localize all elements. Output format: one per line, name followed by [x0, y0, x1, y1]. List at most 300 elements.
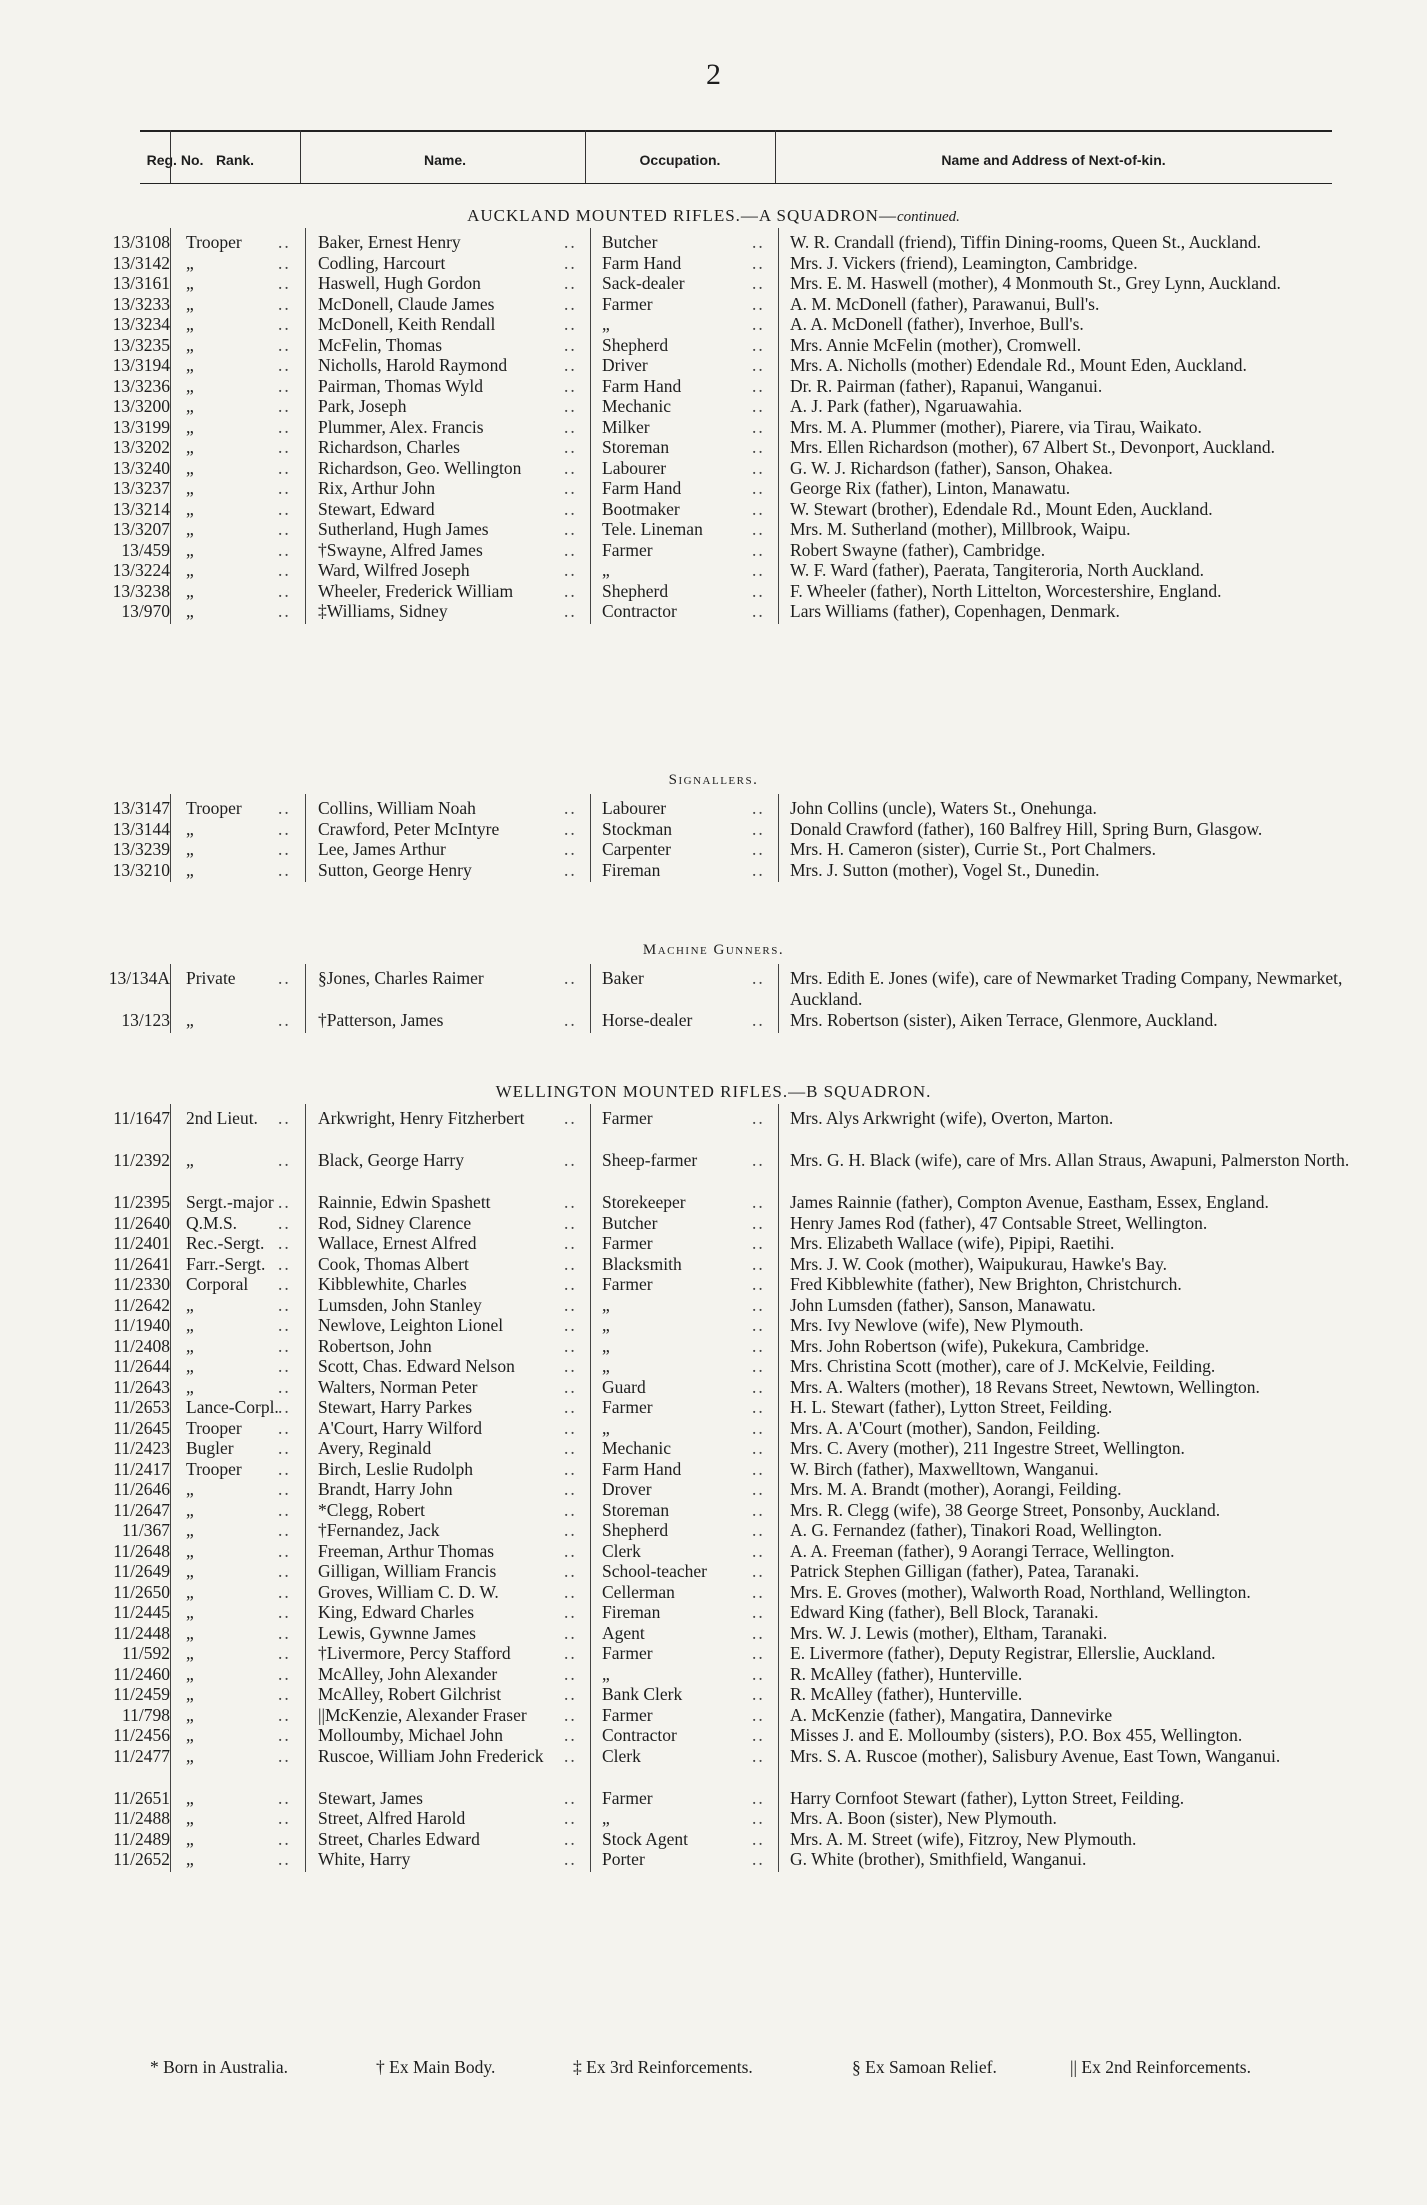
- leader-dots: ..: [564, 859, 577, 880]
- occupation-cell: Porter: [602, 1849, 645, 1869]
- leader-dots: ..: [752, 437, 765, 457]
- next-of-kin-cell: A. A. Freeman (father), 9 Aorangi Terrace, Wellington.: [790, 1540, 1175, 1561]
- name-cell: Robertson, John: [318, 1335, 432, 1356]
- leader-dots: ..: [278, 1704, 291, 1725]
- name-cell: Codling, Harcourt: [318, 252, 446, 273]
- reg-no-cell: 13/134A: [108, 968, 170, 988]
- reg-no-cell: 13/3239: [112, 839, 170, 859]
- leader-dots: ..: [752, 273, 765, 293]
- reg-no-cell: 11/2408: [113, 1335, 170, 1356]
- leader-dots: ..: [564, 539, 577, 560]
- leader-dots: ..: [278, 1253, 291, 1274]
- leader-dots: ..: [752, 601, 765, 621]
- next-of-kin-cell: James Rainnie (father), Compton Avenue, Eastham, Essex, England.: [790, 1192, 1269, 1212]
- leader-dots: ..: [752, 396, 765, 416]
- rank-cell: „: [186, 1561, 194, 1581]
- leader-dots: ..: [278, 1561, 291, 1581]
- occupation-cell: Farmer: [602, 293, 653, 314]
- leader-dots: ..: [564, 1808, 577, 1828]
- leader-dots: ..: [752, 1315, 765, 1335]
- rank-cell: „: [186, 1499, 194, 1520]
- leader-dots: ..: [752, 1643, 765, 1663]
- next-of-kin-cell: G. White (brother), Smithfield, Wanganui.: [790, 1849, 1087, 1869]
- next-of-kin-cell: Mrs. Ellen Richardson (mother), 67 Albert St., Devonport, Auckland.: [790, 437, 1276, 457]
- leader-dots: ..: [278, 478, 291, 498]
- name-cell: McDonell, Keith Rendall: [318, 314, 496, 334]
- section-title: [0, 206, 1427, 226]
- name-cell: Rod, Sidney Clarence: [318, 1212, 472, 1233]
- leader-dots: ..: [752, 1787, 765, 1808]
- leader-dots: ..: [752, 1010, 765, 1030]
- name-cell: McAlley, Robert Gilchrist: [318, 1684, 502, 1704]
- leader-dots: ..: [278, 232, 291, 252]
- rank-cell: Trooper: [186, 798, 242, 818]
- name-cell: †Swayne, Alfred James: [318, 539, 483, 560]
- next-of-kin-cell: Mrs. Alys Arkwright (wife), Overton, Marton.: [790, 1108, 1114, 1128]
- rank-cell: „: [186, 1010, 194, 1030]
- rank-cell: „: [186, 1479, 194, 1499]
- column-divider: [778, 794, 779, 882]
- rank-cell: Corporal: [186, 1274, 249, 1294]
- next-of-kin-cell: R. McAlley (father), Hunterville.: [790, 1663, 1023, 1684]
- header-bottom-rule: [140, 183, 1332, 184]
- next-of-kin-cell: A. G. Fernandez (father), Tinakori Road, Wellington.: [790, 1520, 1163, 1540]
- occupation-cell: Bootmaker: [602, 498, 680, 519]
- leader-dots: ..: [278, 396, 291, 416]
- leader-dots: ..: [278, 519, 291, 539]
- leader-dots: ..: [278, 580, 291, 601]
- leader-dots: ..: [564, 1458, 577, 1479]
- leader-dots: ..: [564, 1108, 577, 1128]
- rank-cell: „: [186, 1335, 194, 1356]
- leader-dots: ..: [278, 1684, 291, 1704]
- footnote: || Ex 2nd Reinforcements.: [1070, 2057, 1251, 2077]
- leader-dots: ..: [278, 1376, 291, 1397]
- rank-cell: Bugler: [186, 1438, 234, 1458]
- leader-dots: ..: [564, 1725, 577, 1745]
- leader-dots: ..: [278, 818, 291, 839]
- leader-dots: ..: [278, 601, 291, 621]
- rank-cell: „: [186, 1540, 194, 1561]
- name-cell: †Fernandez, Jack: [318, 1520, 440, 1540]
- next-of-kin-cell: W. F. Ward (father), Paerata, Tangiteroria, North Auckland.: [790, 560, 1205, 580]
- rank-cell: „: [186, 314, 194, 334]
- name-cell: Wheeler, Frederick William: [318, 580, 514, 601]
- occupation-cell: Agent: [602, 1622, 645, 1643]
- next-of-kin-cell: Mrs. A. Walters (mother), 18 Revans Street, Newtown, Wellington.: [790, 1376, 1260, 1397]
- reg-no-cell: 11/2477: [113, 1745, 170, 1766]
- leader-dots: ..: [752, 355, 765, 375]
- occupation-cell: „: [602, 1335, 610, 1356]
- occupation-cell: Shepherd: [602, 334, 669, 355]
- next-of-kin-cell: F. Wheeler (father), North Littelton, Worcestershire, England.: [790, 580, 1222, 601]
- occupation-cell: Farm Hand: [602, 252, 682, 273]
- leader-dots: ..: [278, 334, 291, 355]
- occupation-cell: Storekeeper: [602, 1192, 686, 1212]
- name-cell: McAlley, John Alexander: [318, 1663, 498, 1684]
- occupation-cell: Guard: [602, 1376, 646, 1397]
- leader-dots: ..: [752, 519, 765, 539]
- name-cell: Stewart, Harry Parkes: [318, 1397, 473, 1417]
- occupation-cell: „: [602, 1663, 610, 1684]
- occupation-cell: Sack-dealer: [602, 273, 685, 293]
- leader-dots: ..: [278, 1335, 291, 1356]
- name-cell: Cook, Thomas Albert: [318, 1253, 469, 1274]
- rank-cell: „: [186, 252, 194, 273]
- header-next-of-kin: Name and Address of Next-of-kin.: [941, 152, 1166, 168]
- occupation-cell: Sheep-farmer: [602, 1150, 698, 1170]
- leader-dots: ..: [564, 1294, 577, 1315]
- leader-dots: ..: [278, 252, 291, 273]
- occupation-cell: „: [602, 314, 610, 334]
- rank-cell: „: [186, 1704, 194, 1725]
- leader-dots: ..: [564, 293, 577, 314]
- subsection-title: Machine Gunners.: [642, 942, 785, 958]
- occupation-cell: Butcher: [602, 232, 658, 252]
- reg-no-cell: 13/3224: [112, 560, 170, 580]
- occupation-cell: Shepherd: [602, 1520, 669, 1540]
- reg-no-cell: 11/2448: [113, 1622, 170, 1643]
- leader-dots: ..: [752, 1520, 765, 1540]
- occupation-cell: Butcher: [602, 1212, 658, 1233]
- next-of-kin-cell: Henry James Rod (father), 47 Contsable Street, Wellington.: [790, 1212, 1208, 1233]
- reg-no-cell: 11/2652: [113, 1849, 170, 1869]
- leader-dots: ..: [564, 1704, 577, 1725]
- footnote: † Ex Main Body.: [376, 2057, 496, 2077]
- rank-cell: Sergt.-major: [186, 1192, 274, 1212]
- section-title-suffix: continued.: [896, 209, 960, 225]
- name-cell: A'Court, Harry Wilford: [318, 1417, 482, 1438]
- occupation-cell: Fireman: [602, 1602, 661, 1622]
- leader-dots: ..: [752, 839, 765, 859]
- leader-dots: ..: [278, 273, 291, 293]
- next-of-kin-cell: W. Birch (father), Maxwelltown, Wanganui.: [790, 1458, 1099, 1479]
- rank-cell: „: [186, 1622, 194, 1643]
- rank-cell: „: [186, 1787, 194, 1808]
- leader-dots: ..: [278, 1499, 291, 1520]
- next-of-kin-cell: Fred Kibblewhite (father), New Brighton, Christchurch.: [790, 1274, 1182, 1294]
- leader-dots: ..: [752, 1253, 765, 1274]
- leader-dots: ..: [752, 580, 765, 601]
- rank-cell: „: [186, 1745, 194, 1766]
- name-cell: Kibblewhite, Charles: [318, 1274, 467, 1294]
- header-divider: [585, 130, 586, 183]
- name-cell: Plummer, Alex. Francis: [318, 416, 484, 437]
- next-of-kin-cell: Mrs. A. Nicholls (mother) Edendale Rd., Mount Eden, Auckland.: [790, 355, 1247, 375]
- leader-dots: ..: [752, 1808, 765, 1828]
- leader-dots: ..: [278, 1745, 291, 1766]
- name-cell: White, Harry: [318, 1849, 411, 1869]
- leader-dots: ..: [278, 1212, 291, 1233]
- name-cell: Rix, Arthur John: [318, 478, 436, 498]
- column-divider: [305, 794, 306, 882]
- column-divider: [170, 964, 171, 1033]
- name-cell: Groves, William C. D. W.: [318, 1581, 499, 1602]
- leader-dots: ..: [564, 1274, 577, 1294]
- leader-dots: ..: [752, 1335, 765, 1356]
- reg-no-cell: 11/2645: [113, 1417, 170, 1438]
- reg-no-cell: 13/3200: [112, 396, 170, 416]
- next-of-kin-cell: Mrs. Annie McFelin (mother), Cromwell.: [790, 334, 1082, 355]
- reg-no-cell: 13/3147: [112, 798, 170, 818]
- occupation-cell: Mechanic: [602, 1438, 671, 1458]
- reg-no-cell: 13/3207: [112, 519, 170, 539]
- rank-cell: Trooper: [186, 1458, 242, 1479]
- name-cell: Lee, James Arthur: [318, 839, 446, 859]
- leader-dots: ..: [564, 818, 577, 839]
- next-of-kin-cell: John Lumsden (father), Sanson, Manawatu.: [790, 1294, 1096, 1315]
- rank-cell: „: [186, 539, 194, 560]
- occupation-cell: Farmer: [602, 1787, 653, 1808]
- reg-no-cell: 13/3144: [112, 818, 170, 839]
- leader-dots: ..: [278, 498, 291, 519]
- column-divider: [778, 964, 779, 1033]
- leader-dots: ..: [564, 1561, 577, 1581]
- rank-cell: „: [186, 519, 194, 539]
- name-cell: Walters, Norman Peter: [318, 1376, 478, 1397]
- leader-dots: ..: [278, 1828, 291, 1849]
- occupation-cell: Farm Hand: [602, 1458, 682, 1479]
- leader-dots: ..: [564, 1540, 577, 1561]
- occupation-cell: „: [602, 1356, 610, 1376]
- leader-dots: ..: [752, 818, 765, 839]
- reg-no-cell: 11/2649: [113, 1561, 170, 1581]
- reg-no-cell: 11/2643: [113, 1376, 170, 1397]
- reg-no-cell: 11/2460: [113, 1663, 170, 1684]
- rank-cell: „: [186, 580, 194, 601]
- rank-cell: „: [186, 334, 194, 355]
- column-divider: [778, 1104, 779, 1872]
- next-of-kin-cell: Mrs. Robertson (sister), Aiken Terrace, Glenmore, Auckland.: [790, 1010, 1218, 1030]
- column-divider: [305, 964, 306, 1033]
- rank-cell: „: [186, 1808, 194, 1828]
- leader-dots: ..: [564, 457, 577, 478]
- leader-dots: ..: [752, 334, 765, 355]
- rank-cell: Lance-Corpl.: [186, 1397, 279, 1417]
- rank-cell: Trooper: [186, 1417, 242, 1438]
- reg-no-cell: 11/2392: [113, 1150, 170, 1170]
- leader-dots: ..: [564, 1622, 577, 1643]
- reg-no-cell: 11/592: [122, 1643, 170, 1663]
- leader-dots: ..: [564, 1212, 577, 1233]
- leader-dots: ..: [752, 1356, 765, 1376]
- leader-dots: ..: [752, 1704, 765, 1725]
- next-of-kin-cell: Mrs. J. Vickers (friend), Leamington, Cambridge.: [790, 252, 1138, 273]
- reg-no-cell: 11/2650: [113, 1581, 170, 1602]
- reg-no-cell: 11/2644: [113, 1356, 170, 1376]
- leader-dots: ..: [564, 355, 577, 375]
- rank-cell: „: [186, 293, 194, 314]
- header-divider: [300, 130, 301, 183]
- column-divider: [305, 228, 306, 624]
- leader-dots: ..: [752, 1192, 765, 1212]
- next-of-kin-cell: Mrs. C. Avery (mother), 211 Ingestre Street, Wellington.: [790, 1438, 1185, 1458]
- reg-no-cell: 13/3234: [112, 314, 170, 334]
- leader-dots: ..: [564, 1010, 577, 1030]
- leader-dots: ..: [564, 1233, 577, 1253]
- name-cell: Freeman, Arthur Thomas: [318, 1540, 495, 1561]
- header-reg-no: Reg. No.: [146, 152, 204, 168]
- name-cell: Arkwright, Henry Fitzherbert: [318, 1108, 525, 1128]
- leader-dots: ..: [278, 539, 291, 560]
- leader-dots: ..: [752, 375, 765, 396]
- occupation-cell: Farmer: [602, 1397, 653, 1417]
- leader-dots: ..: [278, 1150, 291, 1170]
- next-of-kin-cell: Patrick Stephen Gilligan (father), Patea, Taranaki.: [790, 1561, 1140, 1581]
- reg-no-cell: 11/2456: [113, 1725, 170, 1745]
- occupation-cell: Contractor: [602, 1725, 677, 1745]
- occupation-cell: Farmer: [602, 1108, 653, 1128]
- rank-cell: Trooper: [186, 232, 242, 252]
- next-of-kin-cell: R. McAlley (father), Hunterville.: [790, 1684, 1023, 1704]
- rank-cell: „: [186, 273, 194, 293]
- reg-no-cell: 13/3161: [112, 273, 170, 293]
- name-cell: Street, Charles Edward: [318, 1828, 480, 1849]
- leader-dots: ..: [564, 1356, 577, 1376]
- occupation-cell: Farmer: [602, 539, 653, 560]
- leader-dots: ..: [564, 1520, 577, 1540]
- leader-dots: ..: [752, 968, 765, 988]
- rank-cell: „: [186, 560, 194, 580]
- occupation-cell: Drover: [602, 1479, 652, 1499]
- occupation-cell: School-teacher: [602, 1561, 707, 1581]
- leader-dots: ..: [564, 519, 577, 539]
- reg-no-cell: 11/2401: [113, 1233, 170, 1253]
- reg-no-cell: 13/3210: [112, 859, 170, 880]
- leader-dots: ..: [278, 859, 291, 880]
- leader-dots: ..: [564, 1417, 577, 1438]
- leader-dots: ..: [278, 1356, 291, 1376]
- rank-cell: Private: [186, 968, 236, 988]
- reg-no-cell: 13/459: [121, 539, 170, 560]
- leader-dots: ..: [278, 1108, 291, 1128]
- leader-dots: ..: [752, 1745, 765, 1766]
- leader-dots: ..: [752, 478, 765, 498]
- leader-dots: ..: [278, 314, 291, 334]
- column-divider: [590, 228, 591, 624]
- header-name: Name.: [423, 152, 467, 168]
- rank-cell: „: [186, 1725, 194, 1745]
- name-cell: Stewart, Edward: [318, 498, 435, 519]
- next-of-kin-cell: A. M. McDonell (father), Parawanui, Bull's.: [790, 293, 1100, 314]
- leader-dots: ..: [278, 457, 291, 478]
- leader-dots: ..: [564, 273, 577, 293]
- header-top-rule: [140, 130, 1332, 132]
- leader-dots: ..: [278, 560, 291, 580]
- name-cell: Sutherland, Hugh James: [318, 519, 489, 539]
- column-divider: [778, 228, 779, 624]
- leader-dots: ..: [564, 437, 577, 457]
- rank-cell: 2nd Lieut.: [186, 1108, 258, 1128]
- reg-no-cell: 11/2651: [113, 1787, 170, 1808]
- leader-dots: ..: [752, 539, 765, 560]
- rank-cell: „: [186, 601, 194, 621]
- name-cell: ‡Williams, Sidney: [318, 601, 448, 621]
- occupation-cell: Baker: [602, 968, 644, 988]
- next-of-kin-cell: Mrs. A. A'Court (mother), Sandon, Feilding.: [790, 1417, 1101, 1438]
- subsection-title: Signallers.: [668, 772, 759, 788]
- leader-dots: ..: [278, 416, 291, 437]
- leader-dots: ..: [564, 1499, 577, 1520]
- rank-cell: „: [186, 416, 194, 437]
- occupation-cell: Storeman: [602, 437, 670, 457]
- leader-dots: ..: [564, 560, 577, 580]
- leader-dots: ..: [278, 1010, 291, 1030]
- leader-dots: ..: [278, 1233, 291, 1253]
- next-of-kin-cell: Misses J. and E. Molloumby (sisters), P.O. Box 455, Wellington.: [790, 1725, 1243, 1745]
- leader-dots: ..: [278, 293, 291, 314]
- leader-dots: ..: [278, 968, 291, 988]
- occupation-cell: „: [602, 560, 610, 580]
- next-of-kin-cell: Robert Swayne (father), Cambridge.: [790, 539, 1046, 560]
- occupation-cell: Fireman: [602, 859, 661, 880]
- next-of-kin-cell: Mrs. R. Clegg (wife), 38 George Street, Ponsonby, Auckland.: [790, 1499, 1221, 1520]
- reg-no-cell: 13/3214: [112, 498, 170, 519]
- next-of-kin-cell: Donald Crawford (father), 160 Balfrey Hill, Spring Burn, Glasgow.: [790, 818, 1263, 839]
- leader-dots: ..: [752, 1828, 765, 1849]
- leader-dots: ..: [752, 498, 765, 519]
- leader-dots: ..: [752, 1376, 765, 1397]
- rank-cell: Rec.-Sergt.: [186, 1233, 265, 1253]
- occupation-cell: Driver: [602, 355, 648, 375]
- next-of-kin-cell: Mrs. G. H. Black (wife), care of Mrs. Allan Straus, Awapuni, Palmerston North.: [790, 1150, 1350, 1170]
- name-cell: †Livermore, Percy Stafford: [318, 1643, 511, 1663]
- occupation-cell: Storeman: [602, 1499, 670, 1520]
- leader-dots: ..: [564, 232, 577, 252]
- page-number: 2: [706, 58, 721, 91]
- next-of-kin-cell: A. A. McDonell (father), Inverhoe, Bull's.: [790, 314, 1084, 334]
- header-divider: [170, 130, 171, 183]
- next-of-kin-cell: W. R. Crandall (friend), Tiffin Dining-rooms, Queen St., Auckland.: [790, 232, 1262, 252]
- leader-dots: ..: [752, 1725, 765, 1745]
- rank-cell: „: [186, 1376, 194, 1397]
- rank-cell: „: [186, 1315, 194, 1335]
- leader-dots: ..: [752, 1274, 765, 1294]
- reg-no-cell: 11/2417: [113, 1458, 170, 1479]
- next-of-kin-cell: A. McKenzie (father), Mangatira, Dannevirke: [790, 1704, 1113, 1725]
- leader-dots: ..: [278, 839, 291, 859]
- leader-dots: ..: [278, 375, 291, 396]
- leader-dots: ..: [752, 1499, 765, 1520]
- leader-dots: ..: [278, 1417, 291, 1438]
- leader-dots: ..: [564, 1335, 577, 1356]
- leader-dots: ..: [278, 1581, 291, 1602]
- leader-dots: ..: [278, 1643, 291, 1663]
- reg-no-cell: 11/2423: [113, 1438, 170, 1458]
- name-cell: Lumsden, John Stanley: [318, 1294, 482, 1315]
- occupation-cell: Labourer: [602, 457, 667, 478]
- next-of-kin-cell: Mrs. J. Sutton (mother), Vogel St., Dunedin.: [790, 859, 1100, 880]
- occupation-cell: Carpenter: [602, 839, 671, 859]
- column-divider: [590, 794, 591, 882]
- rank-cell: „: [186, 1828, 194, 1849]
- leader-dots: ..: [752, 1622, 765, 1643]
- rank-cell: „: [186, 457, 194, 478]
- leader-dots: ..: [752, 1479, 765, 1499]
- name-cell: Brandt, Harry John: [318, 1479, 453, 1499]
- leader-dots: ..: [752, 252, 765, 273]
- leader-dots: ..: [752, 1294, 765, 1315]
- leader-dots: ..: [278, 1622, 291, 1643]
- column-divider: [590, 1104, 591, 1872]
- leader-dots: ..: [564, 1684, 577, 1704]
- occupation-cell: Farm Hand: [602, 478, 682, 498]
- reg-no-cell: 11/1940: [113, 1315, 170, 1335]
- rank-cell: „: [186, 839, 194, 859]
- leader-dots: ..: [564, 396, 577, 416]
- rank-cell: Farr.-Sergt.: [186, 1253, 266, 1274]
- name-cell: Sutton, George Henry: [318, 859, 472, 880]
